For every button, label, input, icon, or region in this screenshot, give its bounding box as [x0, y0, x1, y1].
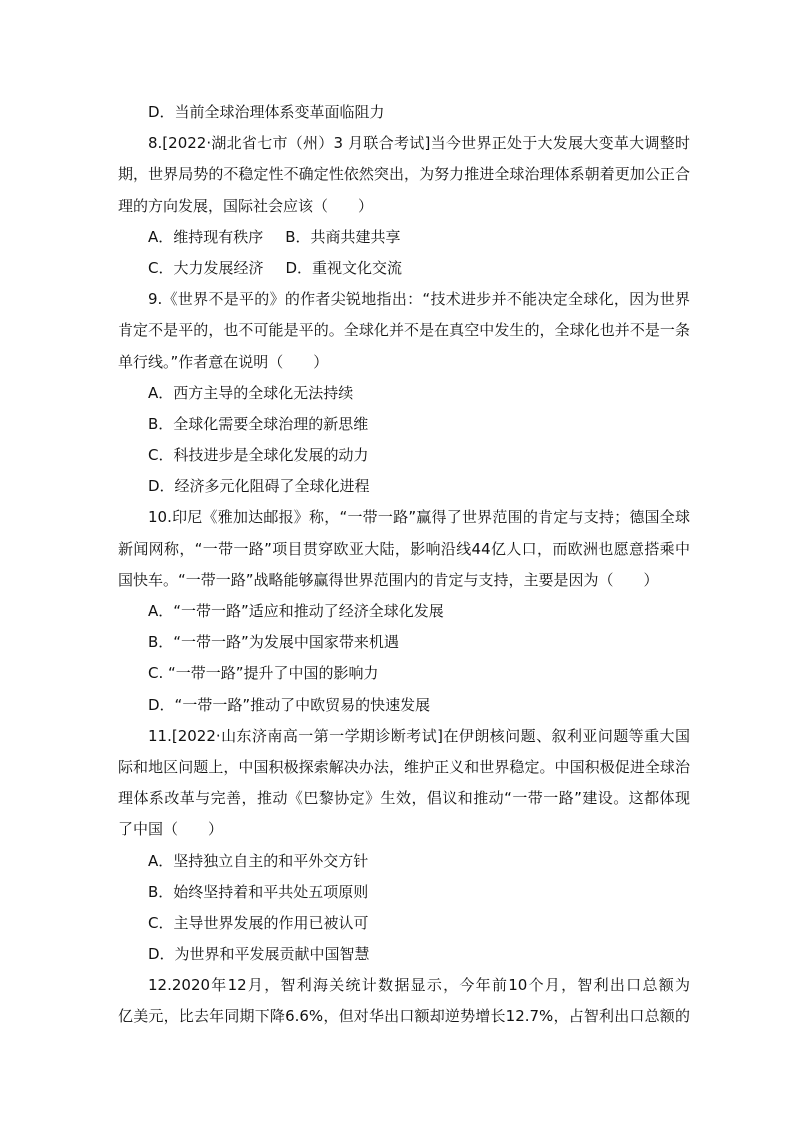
- question-stem-line: 国快车。“一带一路”战略能够赢得世界范围内的肯定与支持，主要是因为（ ）: [118, 570, 659, 589]
- document-page: [118, 97, 690, 1033]
- option-c: C．主导世界发展的作用已被认可: [148, 913, 369, 932]
- option-c: C．大力发展经济: [148, 258, 264, 277]
- question-9: [118, 284, 690, 502]
- question-stem-line: 期，世界局势的不稳定性不确定性依然突出，为努力推进全球治理体系朝着更加公正合: [118, 165, 690, 184]
- question-12: [118, 970, 690, 1032]
- question-stem-line: 单行线。”作者意在说明（ ）: [118, 352, 329, 371]
- option-d: D．经济多元化阻碍了全球化进程: [148, 477, 370, 496]
- question-stem-line: 新闻网称，“一带一路”项目贯穿欧亚大陆，影响沿线44亿人口，而欧洲也愿意搭乘中: [118, 539, 690, 558]
- option-d: D．重视文化交流: [285, 258, 403, 277]
- question-8: [118, 128, 690, 284]
- question-stem-line: 11.[2022·山东济南高一第一学期诊断考试]在伊朗核问题、叙利亚问题等重大国: [148, 726, 690, 745]
- question-11: [118, 721, 690, 971]
- question-10: [118, 502, 690, 720]
- question-stem-line: 际和地区问题上，中国积极探索解决办法，维护正义和世界稳定。中国积极促进全球治: [118, 757, 690, 776]
- question-stem-line: 了中国（ ）: [118, 820, 224, 839]
- option-row: [118, 253, 690, 284]
- option-b: B．“一带一路”为发展中国家带来机遇: [148, 633, 399, 652]
- question-stem-line: 10.印尼《雅加达邮报》称，“一带一路”赢得了世界范围的肯定与支持；德国全球: [148, 508, 690, 527]
- question-stem-line: 肯定不是平的，也不可能是平的。全球化并不是在真空中发生的，全球化也并不是一条: [118, 321, 690, 340]
- option-b: B．始终坚持着和平共处五项原则: [148, 882, 369, 901]
- question-stem-line: 亿美元，比去年同期下降6.6%，但对华出口额却逆势增长12.7%，占智利出口总额的: [118, 1007, 690, 1026]
- option-b: B．全球化需要全球治理的新思维: [148, 414, 369, 433]
- option-c: C. “一带一路”提升了中国的影响力: [148, 664, 379, 683]
- option-a: A．“一带一路”适应和推动了经济全球化发展: [148, 602, 444, 620]
- option-c: C．科技进步是全球化发展的动力: [148, 446, 369, 465]
- question-stem-line: 理体系改革与完善，推动《巴黎协定》生效，倡议和推动“一带一路”建设。这都体现: [118, 789, 690, 808]
- q7-option-d: D．当前全球治理体系变革面临阻力: [148, 103, 385, 121]
- option-b: B．共商共建共享: [285, 227, 401, 246]
- option-a: A．坚持独立自主的和平外交方针: [148, 851, 369, 870]
- question-stem-line: 8.[2022·湖北省七市（州）3 月联合考试]当今世界正处于大发展大变革大调整时: [148, 134, 690, 153]
- question-stem-line: 理的方向发展，国际社会应该（ ）: [118, 196, 374, 215]
- option-row: [118, 222, 690, 253]
- option-d: D．为世界和平发展贡献中国智慧: [148, 945, 370, 964]
- question-stem-line: 9.《世界不是平的》的作者尖锐地指出：“技术进步并不能决定全球化，因为世界: [148, 290, 690, 309]
- question-stem-line: 12.2020年12月，智利海关统计数据显示，今年前10个月，智利出口总额为: [148, 976, 690, 995]
- option-a: A．维持现有秩序: [148, 227, 264, 246]
- option-d: D．“一带一路”推动了中欧贸易的快速发展: [148, 695, 431, 714]
- option-a: A．西方主导的全球化无法持续: [148, 383, 354, 402]
